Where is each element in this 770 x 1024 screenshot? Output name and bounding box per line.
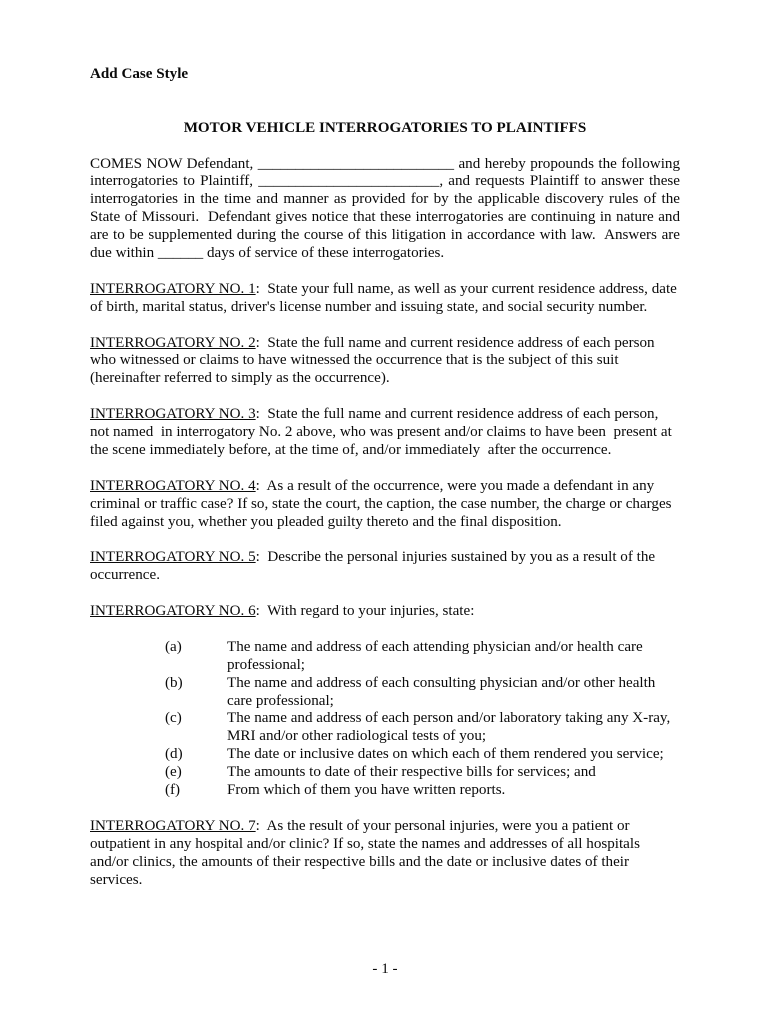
interrogatory-1-body: : State your full name, as well as your current residence address, date of birth, marital status, driver's license number and issuing state, and social security number.	[90, 280, 681, 315]
interrogatory-7-heading: INTERROGATORY NO. 7	[90, 817, 256, 834]
interrogatory-5-heading: INTERROGATORY NO. 5	[90, 549, 256, 566]
interrogatory-3-body: : State the full name and current residence address of each person, not named in interrogatory No. 2 above, who was present and/or claims to have been present at the scene immediately before, at the time of, and/or immediately after the occurrence.	[90, 406, 676, 458]
interrogatory-2	[90, 335, 680, 389]
interrogatory-7-body: : As the result of your personal injuries, were you a patient or outpatient in any hospital and/or clinic? If so, state the names and addresses of all hospitals and/or clinics, the amounts of their respective bills and the date or inclusive dates of their services.	[90, 817, 644, 888]
interrogatory-2-body: : State the full name and current residence address of each person who witnessed or claims to have witnessed the occurrence that is the subject of this suit (hereinafter referred to simply as the occurrence).	[90, 334, 659, 387]
list-item	[90, 746, 680, 764]
list-item-text: The name and address of each attending physician and/or health care professional;	[227, 638, 647, 673]
case-style-note: Add Case Style	[90, 66, 189, 82]
interrogatory-5-body: : Describe the personal injuries sustained by you as a result of the occurrence.	[90, 549, 659, 584]
injury-detail-list	[90, 639, 680, 800]
interrogatory-4-heading: INTERROGATORY NO. 4	[90, 477, 256, 494]
list-item-text: The name and address of each consulting physician and/or other health care professional;	[227, 674, 660, 709]
list-item-label: (c)	[165, 710, 182, 727]
list-item-text: The name and address of each person and/or laboratory taking any X-ray, MRI and/or other radiological tests of you;	[227, 710, 675, 745]
interrogatory-4	[90, 478, 680, 532]
interrogatory-1	[90, 281, 680, 317]
list-item	[90, 710, 680, 746]
interrogatory-2-heading: INTERROGATORY NO. 2	[90, 334, 256, 351]
list-item-label: (b)	[165, 674, 183, 691]
list-item-text: From which of them you have written reports.	[227, 782, 506, 799]
list-item-label: (a)	[165, 638, 182, 655]
list-item-label: (e)	[165, 764, 182, 781]
interrogatory-1-heading: INTERROGATORY NO. 1	[90, 280, 256, 297]
list-item	[90, 782, 680, 800]
list-item-label: (f)	[165, 782, 181, 799]
interrogatory-6-heading: INTERROGATORY NO. 6	[90, 603, 256, 620]
interrogatory-7	[90, 818, 680, 890]
interrogatory-5	[90, 549, 680, 585]
list-item	[90, 639, 680, 675]
list-item	[90, 764, 680, 782]
interrogatory-3	[90, 406, 680, 460]
document-title: MOTOR VEHICLE INTERROGATORIES TO PLAINTIFFS	[183, 119, 587, 136]
interrogatory-6-body: : With regard to your injuries, state:	[255, 603, 475, 620]
list-item-text: The date or inclusive dates on which each of them rendered you service;	[227, 746, 664, 763]
list-item-label: (d)	[165, 746, 183, 763]
page-number: - 1 -	[372, 961, 398, 977]
interrogatory-6	[90, 603, 680, 621]
interrogatory-3-heading: INTERROGATORY NO. 3	[90, 406, 256, 423]
list-item	[90, 675, 680, 711]
interrogatory-4-body: : As a result of the occurrence, were you made a defendant in any criminal or traffic case? If so, state the court, the caption, the case number, the charge or charges filed against you, whether you pleaded guilty thereto and the final disposition.	[90, 477, 676, 530]
opening-paragraph: COMES NOW Defendant, __________________________ and hereby propounds the following interrogatories to Plaintiff, ________________________, and requests Plaintiff to answer these interrogatories in the time and manner as provided for by the applicable discovery rules of the State of Missouri. Defendant gives notice that these interrogatories are continuing in nature and are to be supplemented during the course of this litigation in accordance with law. Answers are due within ______ days of service of these interrogatories.	[90, 155, 684, 262]
list-item-text: The amounts to date of their respective bills for services; and	[227, 764, 596, 781]
